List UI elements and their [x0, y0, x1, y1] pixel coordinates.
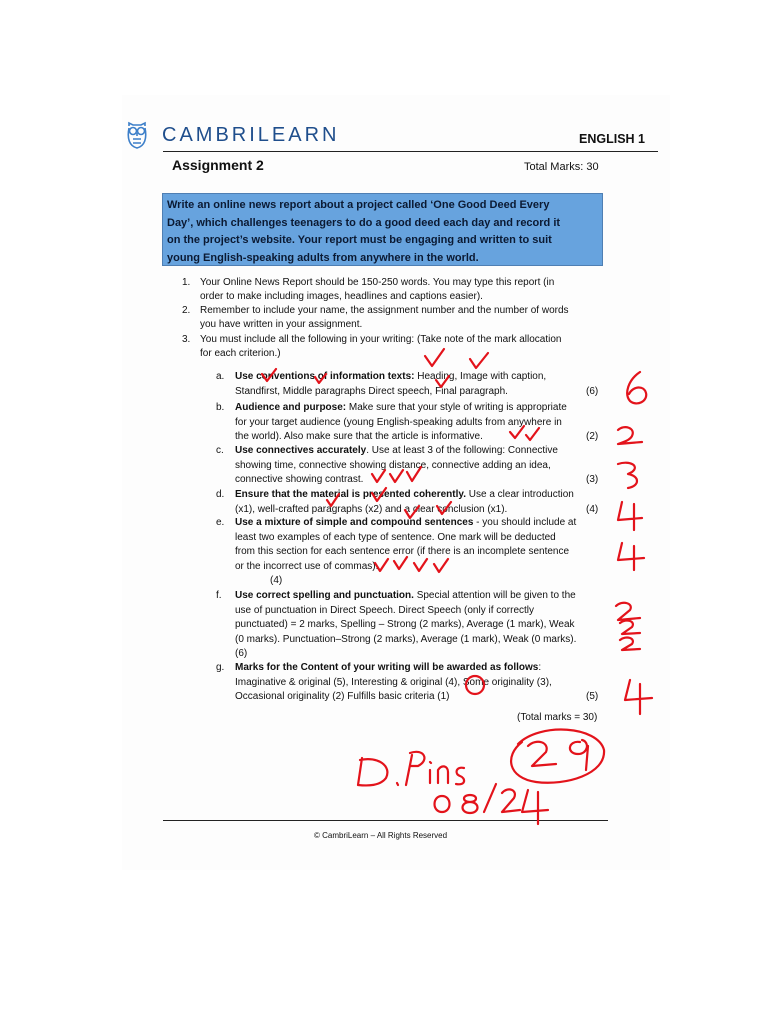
prompt-line: Write an online news report about a project called ‘One Good Deed Every — [167, 199, 550, 211]
criterion-letter: a. — [216, 371, 225, 382]
criterion-heading: Audience and purpose: — [235, 402, 347, 413]
criterion-heading: Marks for the Content of your writing will be awarded as follows — [235, 662, 539, 673]
total-marks-label: Total Marks: 30 — [524, 161, 599, 173]
criterion-line — [235, 417, 562, 428]
criterion-text: for your target audience (young English-speaking adults from anywhere in — [235, 416, 562, 428]
subject-label: ENGLISH 1 — [579, 132, 645, 146]
criterion-text: (4) — [270, 575, 283, 586]
criterion-text: least two examples of each type of sentence. One mark will be deducted — [235, 531, 556, 543]
criterion-text: Make sure that your style of writing is appropriate — [346, 402, 567, 413]
instruction-line: Remember to include your name, the assignment number and the number of words — [200, 305, 569, 316]
criterion-text: Standfirst, Middle paragraphs Direct speech, Final paragraph. — [235, 385, 508, 397]
copyright-footer: © CambriLearn – All Rights Reserved — [314, 831, 448, 840]
criterion-line — [235, 504, 507, 515]
criterion-text: (0 marks). Punctuation–Strong (2 marks), Average (1 mark), Weak (0 marks). — [235, 633, 577, 645]
prompt-line: on the project’s website. Your report must be engaging and written to suit — [167, 234, 552, 247]
criterion-text: Occasional originality (2) Fulfills basic criteria (1) — [235, 691, 450, 702]
criterion-text: Use a clear introduction — [466, 489, 574, 500]
criterion-line — [235, 445, 558, 456]
criterion-letter: e. — [216, 517, 225, 528]
assignment-prompt-box — [162, 193, 603, 266]
instruction-line: order to make including images, headlines and captions easier). — [200, 291, 483, 303]
criterion-heading: Use correct spelling and punctuation. — [235, 590, 414, 601]
criterion-line — [235, 474, 363, 485]
owl-logo-icon — [125, 120, 149, 150]
instruction-line: you have written in your assignment. — [200, 319, 363, 331]
criterion-line — [235, 648, 247, 659]
prompt-line: Day’, which challenges teenagers to do a good deed each day and record it — [167, 216, 561, 229]
criterion-text: (6) — [235, 648, 248, 659]
criterion-text: . Use at least 3 of the following: Connective — [366, 445, 558, 456]
criterion-letter: d. — [216, 489, 225, 500]
criterion-heading: Ensure that the material is presented coherently. — [235, 489, 466, 500]
brand-name: CAMBRILEARN — [162, 124, 340, 146]
criterion-text: connective showing contrast. — [235, 474, 364, 485]
criterion-text: the world). Also make sure that the article is informative. — [235, 431, 483, 442]
criterion-line — [235, 662, 541, 673]
criterion-text: punctuated) = 2 marks, Spelling – Strong (2 marks), Average (1 mark), Weak — [235, 619, 575, 630]
criterion-letter: g. — [216, 662, 225, 673]
criterion-letter: b. — [216, 402, 225, 413]
criterion-line — [235, 691, 450, 702]
criterion-line — [235, 561, 378, 572]
criterion-heading: Use a mixture of simple and compound sentences — [235, 517, 474, 528]
criterion-text: (x1), well-crafted paragraphs (x2) and a clear conclusion (x1). — [235, 503, 508, 515]
criterion-text: Special attention will be given to the — [413, 590, 576, 601]
criterion-text: - you should include at — [473, 517, 577, 528]
criterion-line — [235, 402, 567, 413]
instruction-number: 1. — [182, 277, 191, 288]
criterion-mark: (6) — [586, 385, 599, 397]
criterion-line — [235, 590, 576, 601]
criterion-text: : — [538, 662, 542, 673]
criterion-line — [235, 489, 574, 500]
criterion-text: from this section for each sentence error (if there is an incomplete sentence — [235, 546, 570, 557]
criterion-line — [235, 460, 551, 471]
instruction-number: 2. — [182, 305, 191, 316]
instruction-line: You must include all the following in your writing: (Take note of the mark allocation — [200, 334, 562, 345]
criterion-mark: (2) — [586, 431, 599, 442]
instruction-line: for each criterion.) — [200, 348, 281, 360]
criterion-mark: (4) — [586, 503, 599, 515]
criterion-line — [235, 532, 556, 543]
criterion-line — [235, 619, 575, 630]
footer-divider — [163, 820, 608, 821]
criterion-letter: c. — [216, 445, 224, 456]
criterion-line — [235, 371, 546, 382]
instruction-line: Your Online News Report should be 150-250 words. You may type this report (in — [200, 277, 555, 288]
total-marks-line: (Total marks = 30) — [517, 712, 598, 723]
criterion-line — [235, 431, 483, 442]
criterion-line — [235, 677, 552, 688]
criterion-line — [235, 634, 576, 645]
criterion-line — [270, 575, 282, 586]
criterion-heading: Use conventions of information texts: — [235, 371, 415, 382]
criterion-line — [235, 386, 508, 397]
criterion-mark: (3) — [586, 474, 599, 485]
header-divider — [163, 151, 658, 152]
instruction-number: 3. — [182, 334, 191, 345]
criterion-heading: Use connectives accurately — [235, 445, 367, 456]
criterion-line — [235, 605, 534, 616]
criterion-line — [235, 546, 569, 557]
criterion-line — [235, 517, 576, 528]
criterion-mark: (5) — [586, 691, 599, 702]
criterion-text: showing time, connective showing distance, connective adding an idea, — [235, 459, 551, 471]
criterion-letter: f. — [216, 590, 222, 601]
assignment-title: Assignment 2 — [172, 157, 264, 173]
criterion-text: Heading, Image with caption, — [414, 371, 547, 382]
criterion-text: use of punctuation in Direct Speech. Direct Speech (only if correctly — [235, 604, 535, 616]
criterion-text: or the incorrect use of commas). — [235, 560, 379, 572]
prompt-line: young English-speaking adults from anywhere in the world. — [167, 251, 479, 264]
criterion-text: Imaginative & original (5), Interesting & original (4), Some originality (3), — [235, 676, 552, 688]
